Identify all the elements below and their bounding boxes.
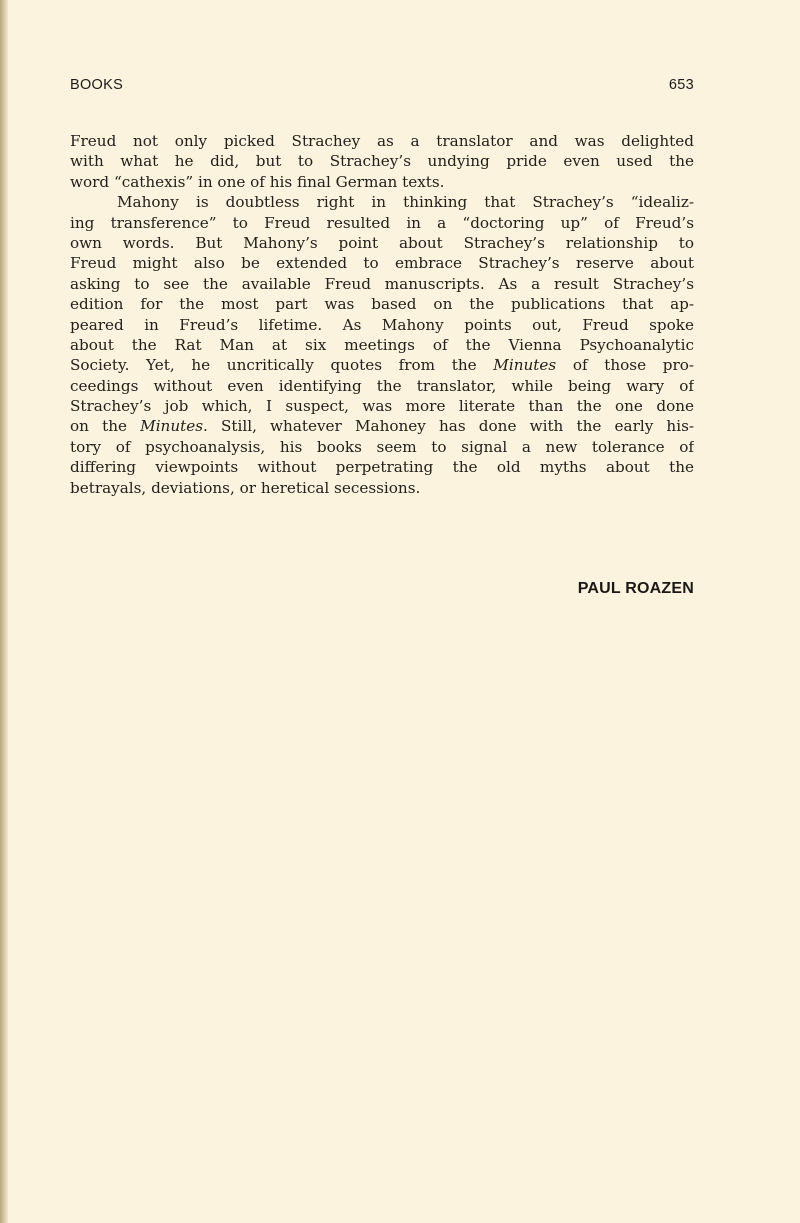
text-line: edition for the most part was based on the publications that ap-	[70, 295, 694, 314]
text-segment: on the	[70, 417, 127, 436]
text-line: tory of psychoanalysis, his books seem to signal a new tolerance of	[70, 437, 694, 456]
text-line: Mahony is doubtless right in thinking that Strachey’s “idealiz-	[117, 193, 694, 212]
text-segment: of those pro-	[556, 356, 694, 375]
text-line: asking to see the available Freud manuscripts. As a result Strachey’s	[70, 274, 694, 293]
text-line: Freud not only picked Strachey as a translator and was delighted	[70, 132, 694, 150]
author-signature: PAUL ROAZEN	[577, 580, 694, 597]
text-line: Freud might also be extended to embrace Strachey’s reserve about	[70, 254, 694, 273]
text-line: with what he did, but to Strachey’s undying pride even used the	[70, 152, 694, 171]
text-segment: . Still, whatever Mahoney has done with the early his-	[203, 417, 694, 436]
text-segment: Society. Yet, he uncritically quotes from the	[70, 356, 477, 375]
text-line: about the Rat Man at six meetings of the Vienna Psychoanalytic	[70, 335, 694, 354]
italic-title-minutes: Minutes	[493, 356, 557, 375]
text-line: word “cathexis” in one of his final German texts.	[70, 172, 445, 191]
text-line-with-italic	[70, 416, 694, 436]
page-number: 653	[668, 77, 694, 93]
text-line: own words. But Mahony’s point about Strachey’s relationship to	[70, 233, 694, 252]
text-line: peared in Freud’s lifetime. As Mahony points out, Freud spoke	[70, 315, 694, 334]
running-head	[70, 77, 694, 97]
text-line: betrayals, deviations, or heretical secessions.	[70, 478, 421, 497]
review-body	[70, 131, 694, 498]
text-line: differing viewpoints without perpetrating the old myths about the	[70, 458, 694, 477]
text-line: ceedings without even identifying the translator, while being wary of	[70, 376, 694, 395]
text-line: ing transference” to Freud resulted in a “doctoring up” of Freud’s	[70, 213, 694, 232]
paragraph-2	[70, 192, 694, 498]
italic-title-minutes: Minutes	[140, 417, 203, 436]
text-line: Strachey’s job which, I suspect, was more literate than the one done	[70, 397, 694, 416]
text-line-with-italic	[70, 355, 694, 375]
running-head-section: BOOKS	[70, 77, 124, 93]
paragraph-1	[70, 131, 694, 192]
